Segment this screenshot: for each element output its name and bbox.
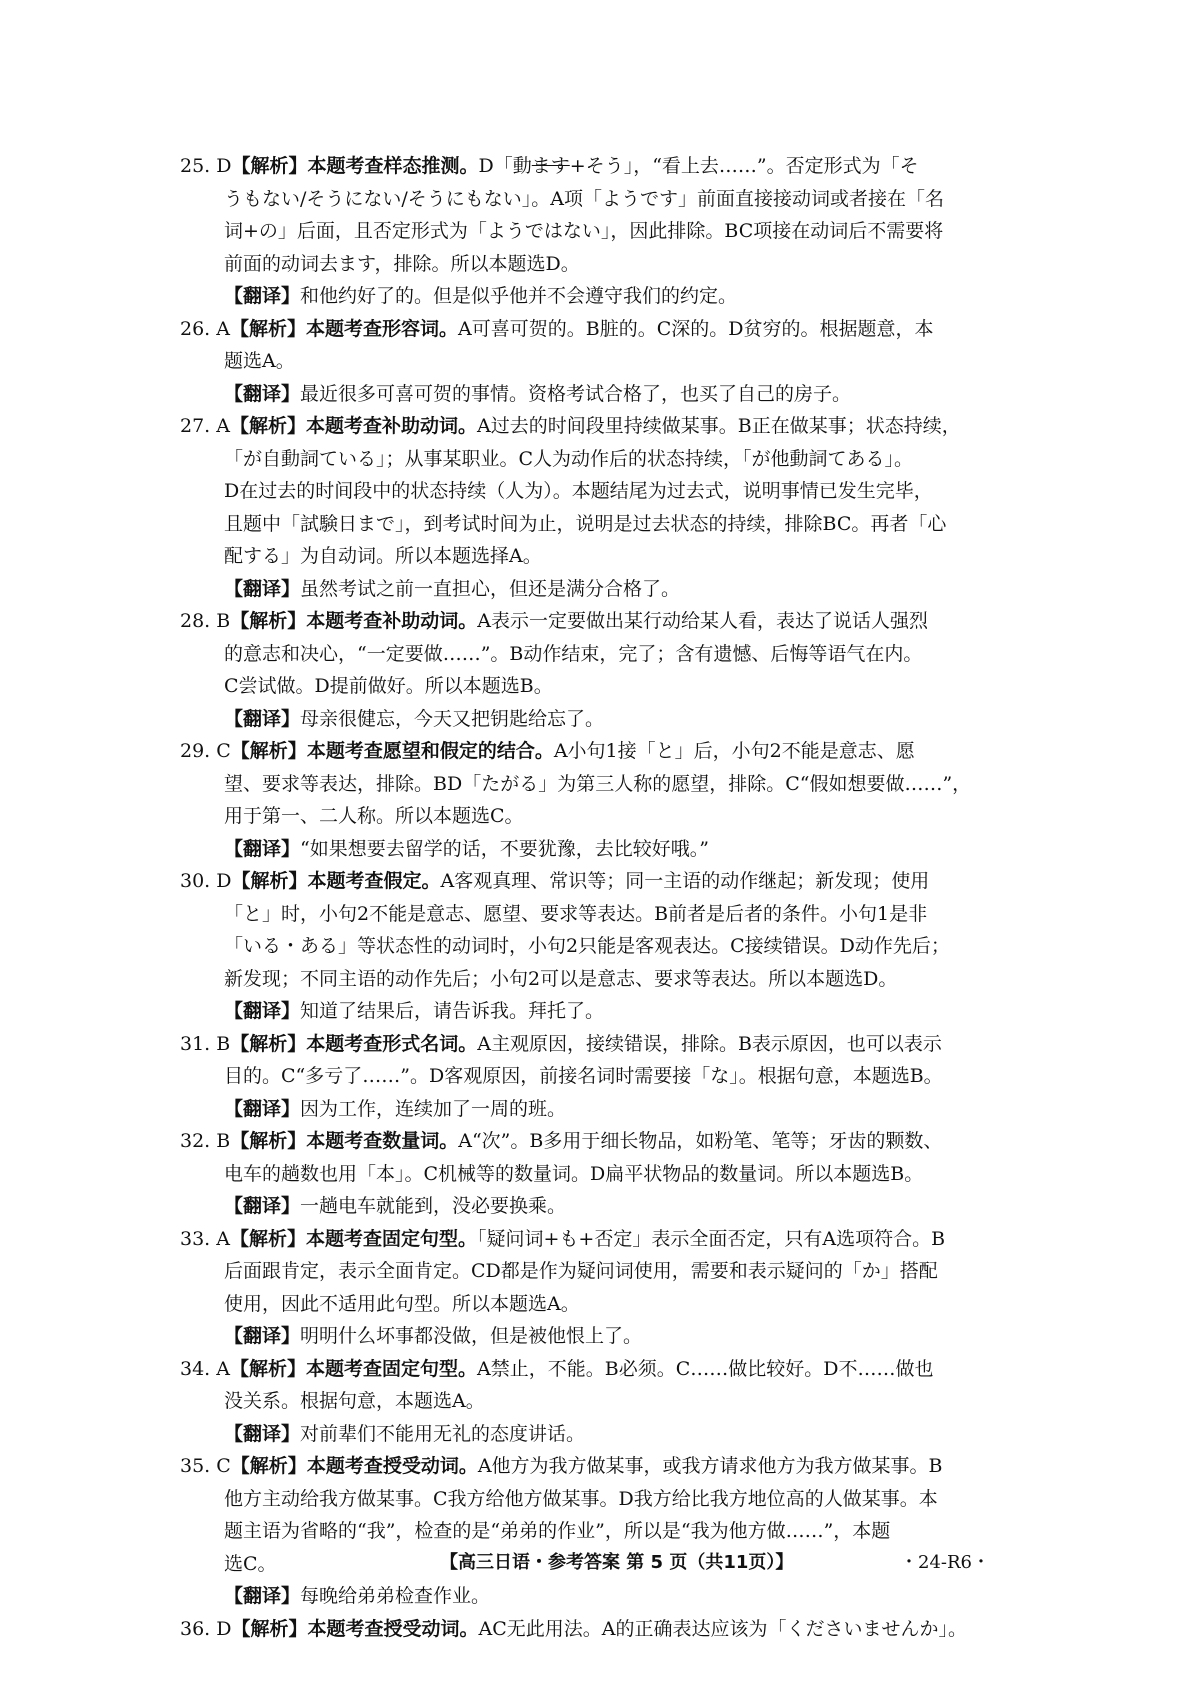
translation-line [180, 573, 1030, 606]
text: 「疑问词+も+否定」表示全面否定，只有A选项符合。B [477, 1227, 946, 1250]
text: AC无此用法。A的正确表达应该为「くださいませんか」。 [478, 1617, 968, 1640]
question-number: 36. D [180, 1617, 232, 1640]
analysis-label: 【解析】 [229, 1227, 306, 1250]
translation-text: “如果想要去留学的话，不要犹豫，去比较好哦。” [300, 837, 709, 860]
topic: 本题考查授受动词。 [307, 1617, 479, 1640]
topic: 本题考查样态推测。 [307, 155, 479, 177]
text-line: 没关系。根据句意，本题选A。 [224, 1390, 485, 1412]
topic: 本题考查数量词。 [306, 1130, 459, 1152]
text-line: 词+の」后面，且否定形式为「ようではない」，因此排除。BC项接在动词后不需要将 [224, 220, 944, 242]
topic: 本题考查补助动词。 [306, 415, 478, 437]
translation-text: 明明什么坏事都没做，但是被他恨上了。 [300, 1325, 643, 1347]
translation-line [180, 995, 1030, 1028]
text-line: 的意志和决心，“一定要做……”。B动作结束，完了；含有遗憾、后悔等语气在内。 [224, 642, 923, 665]
analysis-label: 【解析】 [231, 155, 308, 177]
answer-30 [180, 865, 1030, 1028]
answer-28 [180, 605, 1030, 735]
translation-text: 最近很多可喜可贺的事情。资格考试合格了，也买了自己的房子。 [300, 382, 852, 405]
topic: 本题考查愿望和假定的结合。 [306, 740, 554, 762]
translation-line [180, 378, 1030, 411]
translation-label: 【翻译】 [224, 382, 301, 405]
text: A“次”。B多用于细长物品，如粉笔、笔等；牙齿的颗数、 [458, 1130, 943, 1152]
question-number: 34. A [180, 1357, 230, 1380]
text-line: 使用，因此不适用此句型。所以本题选A。 [224, 1292, 580, 1315]
translation-label: 【翻译】 [224, 285, 301, 307]
analysis-label: 【解析】 [229, 317, 306, 340]
text-line: 题主语为省略的“我”，检查的是“弟弟的作业”，所以是“我为他方做……”，本题 [224, 1520, 891, 1542]
struck-text: ます [531, 155, 570, 177]
translation-label: 【翻译】 [224, 837, 301, 860]
text-line: 目的。C“多亏了……”。D客观原因，前接名词时需要接「な」。根据句意，本题选B。 [224, 1065, 943, 1087]
topic: 本题考查固定句型。 [306, 1357, 478, 1380]
analysis-label: 【解析】 [230, 740, 307, 762]
footer-code: ・24-R6・ [900, 1552, 990, 1573]
text: A他方为我方做某事，或我方请求他方为我方做某事。B [477, 1455, 943, 1477]
text-line: 他方主动给我方做某事。C我方给他方做某事。D我方给比我方地位高的人做某事。本 [224, 1487, 938, 1510]
text-line: 配する」为自动词。所以本题选择A。 [224, 545, 542, 567]
text: A小句1接「と」后，小句2不能是意志、愿 [553, 740, 915, 762]
text: A主观原因，接续错误，排除。B表示原因，也可以表示 [477, 1032, 942, 1055]
text-line: 望、要求等表达，排除。BD「たがる」为第三人称的愿望，排除。C“假如想要做……”， [224, 772, 972, 795]
translation-text: 虽然考试之前一直担心，但还是满分合格了。 [300, 577, 681, 600]
text-line: 后面跟肯定，表示全面肯定。CD都是作为疑问词使用，需要和表示疑问的「か」搭配 [224, 1260, 938, 1282]
topic: 本题考查假定。 [307, 870, 441, 892]
text-line: 「が自動詞ている」；从事某职业。C人为动作后的状态持续，「が他動詞てある」。 [224, 447, 914, 470]
footer-page-info: 【高三日语・参考答案 第 5 页（共11页）】 [440, 1552, 794, 1573]
question-number: 29. C [180, 740, 231, 762]
question-number: 32. B [180, 1130, 231, 1152]
translation-text: 每晚给弟弟检查作业。 [300, 1585, 491, 1607]
question-number: 30. D [180, 870, 232, 892]
text-line: D在过去的时间段中的状态持续（人为）。本题结尾为过去式，说明事情已发生完毕， [224, 480, 933, 502]
translation-text: 和他约好了的。但是似乎他并不会遵守我们的约定。 [300, 285, 738, 307]
text-line: 「いる・ある」等状态性的动词时，小句2只能是客观表达。C接续错误。D动作先后； [224, 935, 950, 957]
translation-label: 【翻译】 [224, 1325, 301, 1347]
translation-line [180, 703, 1030, 736]
text-line: 题选A。 [224, 350, 295, 372]
translation-text: 一趟电车就能到，没必要换乘。 [300, 1195, 567, 1217]
question-number: 27. A [180, 415, 230, 437]
topic: 本题考查形容词。 [306, 317, 459, 340]
text: A表示一定要做出某行动给某人看，表达了说话人强烈 [477, 610, 928, 632]
translation-text: 因为工作，连续加了一周的班。 [300, 1097, 567, 1120]
topic: 本题考查固定句型。 [306, 1227, 478, 1250]
text-line: 「と」时，小句2不能是意志、愿望、要求等表达。B前者是后者的条件。小句1是非 [224, 902, 928, 925]
text: D「動 [478, 155, 532, 177]
question-number: 35. C [180, 1455, 231, 1477]
answer-36 [180, 1613, 1030, 1646]
topic: 本题考查授受动词。 [306, 1455, 478, 1477]
text: A禁止，不能。B必须。C……做比较好。D不……做也 [477, 1357, 934, 1380]
topic: 本题考查形式名词。 [306, 1032, 478, 1055]
question-number: 26. A [180, 317, 230, 340]
answer-31 [180, 1028, 1030, 1126]
analysis-label: 【解析】 [231, 870, 308, 892]
translation-label: 【翻译】 [224, 1585, 301, 1607]
question-number: 28. B [180, 610, 231, 632]
translation-label: 【翻译】 [224, 707, 301, 730]
analysis-label: 【解析】 [230, 1455, 307, 1477]
translation-label: 【翻译】 [224, 1195, 301, 1217]
answer-32 [180, 1125, 1030, 1223]
translation-label: 【翻译】 [224, 577, 301, 600]
answer-29 [180, 735, 1030, 865]
text-line: 电车的趟数也用「本」。C机械等的数量词。D扁平状物品的数量词。所以本题选B。 [224, 1162, 924, 1185]
translation-label: 【翻译】 [224, 1000, 301, 1022]
translation-line [180, 1093, 1030, 1126]
translation-line [180, 1190, 1030, 1223]
translation-text: 知道了结果后，请告诉我。拜托了。 [300, 1000, 605, 1022]
text-line: C尝试做。D提前做好。所以本题选B。 [224, 675, 553, 697]
translation-text: 对前辈们不能用无礼的态度讲话。 [300, 1422, 586, 1445]
answer-33 [180, 1223, 1030, 1353]
question-number: 25. D [180, 155, 232, 177]
translation-line [180, 833, 1030, 866]
answer-26 [180, 313, 1030, 411]
analysis-label: 【解析】 [230, 610, 307, 632]
text-line: 且题中「試験日まで」，到考试时间为止，说明是过去状态的持续，排除BC。再者「心 [224, 512, 947, 535]
answer-content [180, 150, 1030, 1645]
translation-line [180, 1320, 1030, 1353]
translation-line [180, 1580, 1030, 1613]
translation-text: 母亲很健忘，今天又把钥匙给忘了。 [300, 707, 605, 730]
translation-label: 【翻译】 [224, 1097, 301, 1120]
question-number: 31. B [180, 1032, 231, 1055]
topic: 本题考查补助动词。 [306, 610, 478, 632]
text-line: 用于第一、二人称。所以本题选C。 [224, 805, 524, 827]
text-line: 前面的动词去ます，排除。所以本题选D。 [224, 252, 580, 275]
answer-25 [180, 150, 1030, 313]
analysis-label: 【解析】 [230, 1032, 307, 1055]
answer-27 [180, 410, 1030, 605]
question-number: 33. A [180, 1227, 230, 1250]
text: +そう」，“看上去……”。否定形式为「そ [569, 155, 919, 177]
analysis-label: 【解析】 [229, 415, 306, 437]
text-line: 新发现；不同主语的动作先后；小句2可以是意志、要求等表达。所以本题选D。 [224, 967, 898, 990]
answer-35 [180, 1450, 1030, 1613]
text: A可喜可贺的。B脏的。C深的。D贫穷的。根据题意，本 [458, 317, 934, 340]
text-line: 选C。 [224, 1552, 277, 1575]
answer-34 [180, 1353, 1030, 1451]
analysis-label: 【解析】 [229, 1357, 306, 1380]
translation-line [180, 280, 1030, 313]
analysis-label: 【解析】 [231, 1617, 308, 1640]
text: A过去的时间段里持续做某事。B正在做某事；状态持续， [477, 415, 961, 437]
analysis-label: 【解析】 [230, 1130, 307, 1152]
translation-line [180, 1418, 1030, 1451]
text-line: うもない/そうにない/そうにもない」。A项「ようです」前面直接接动词或者接在「名 [224, 187, 945, 210]
translation-label: 【翻译】 [224, 1422, 301, 1445]
text: A客观真理、常识等；同一主语的动作继起；新发现；使用 [440, 870, 930, 892]
